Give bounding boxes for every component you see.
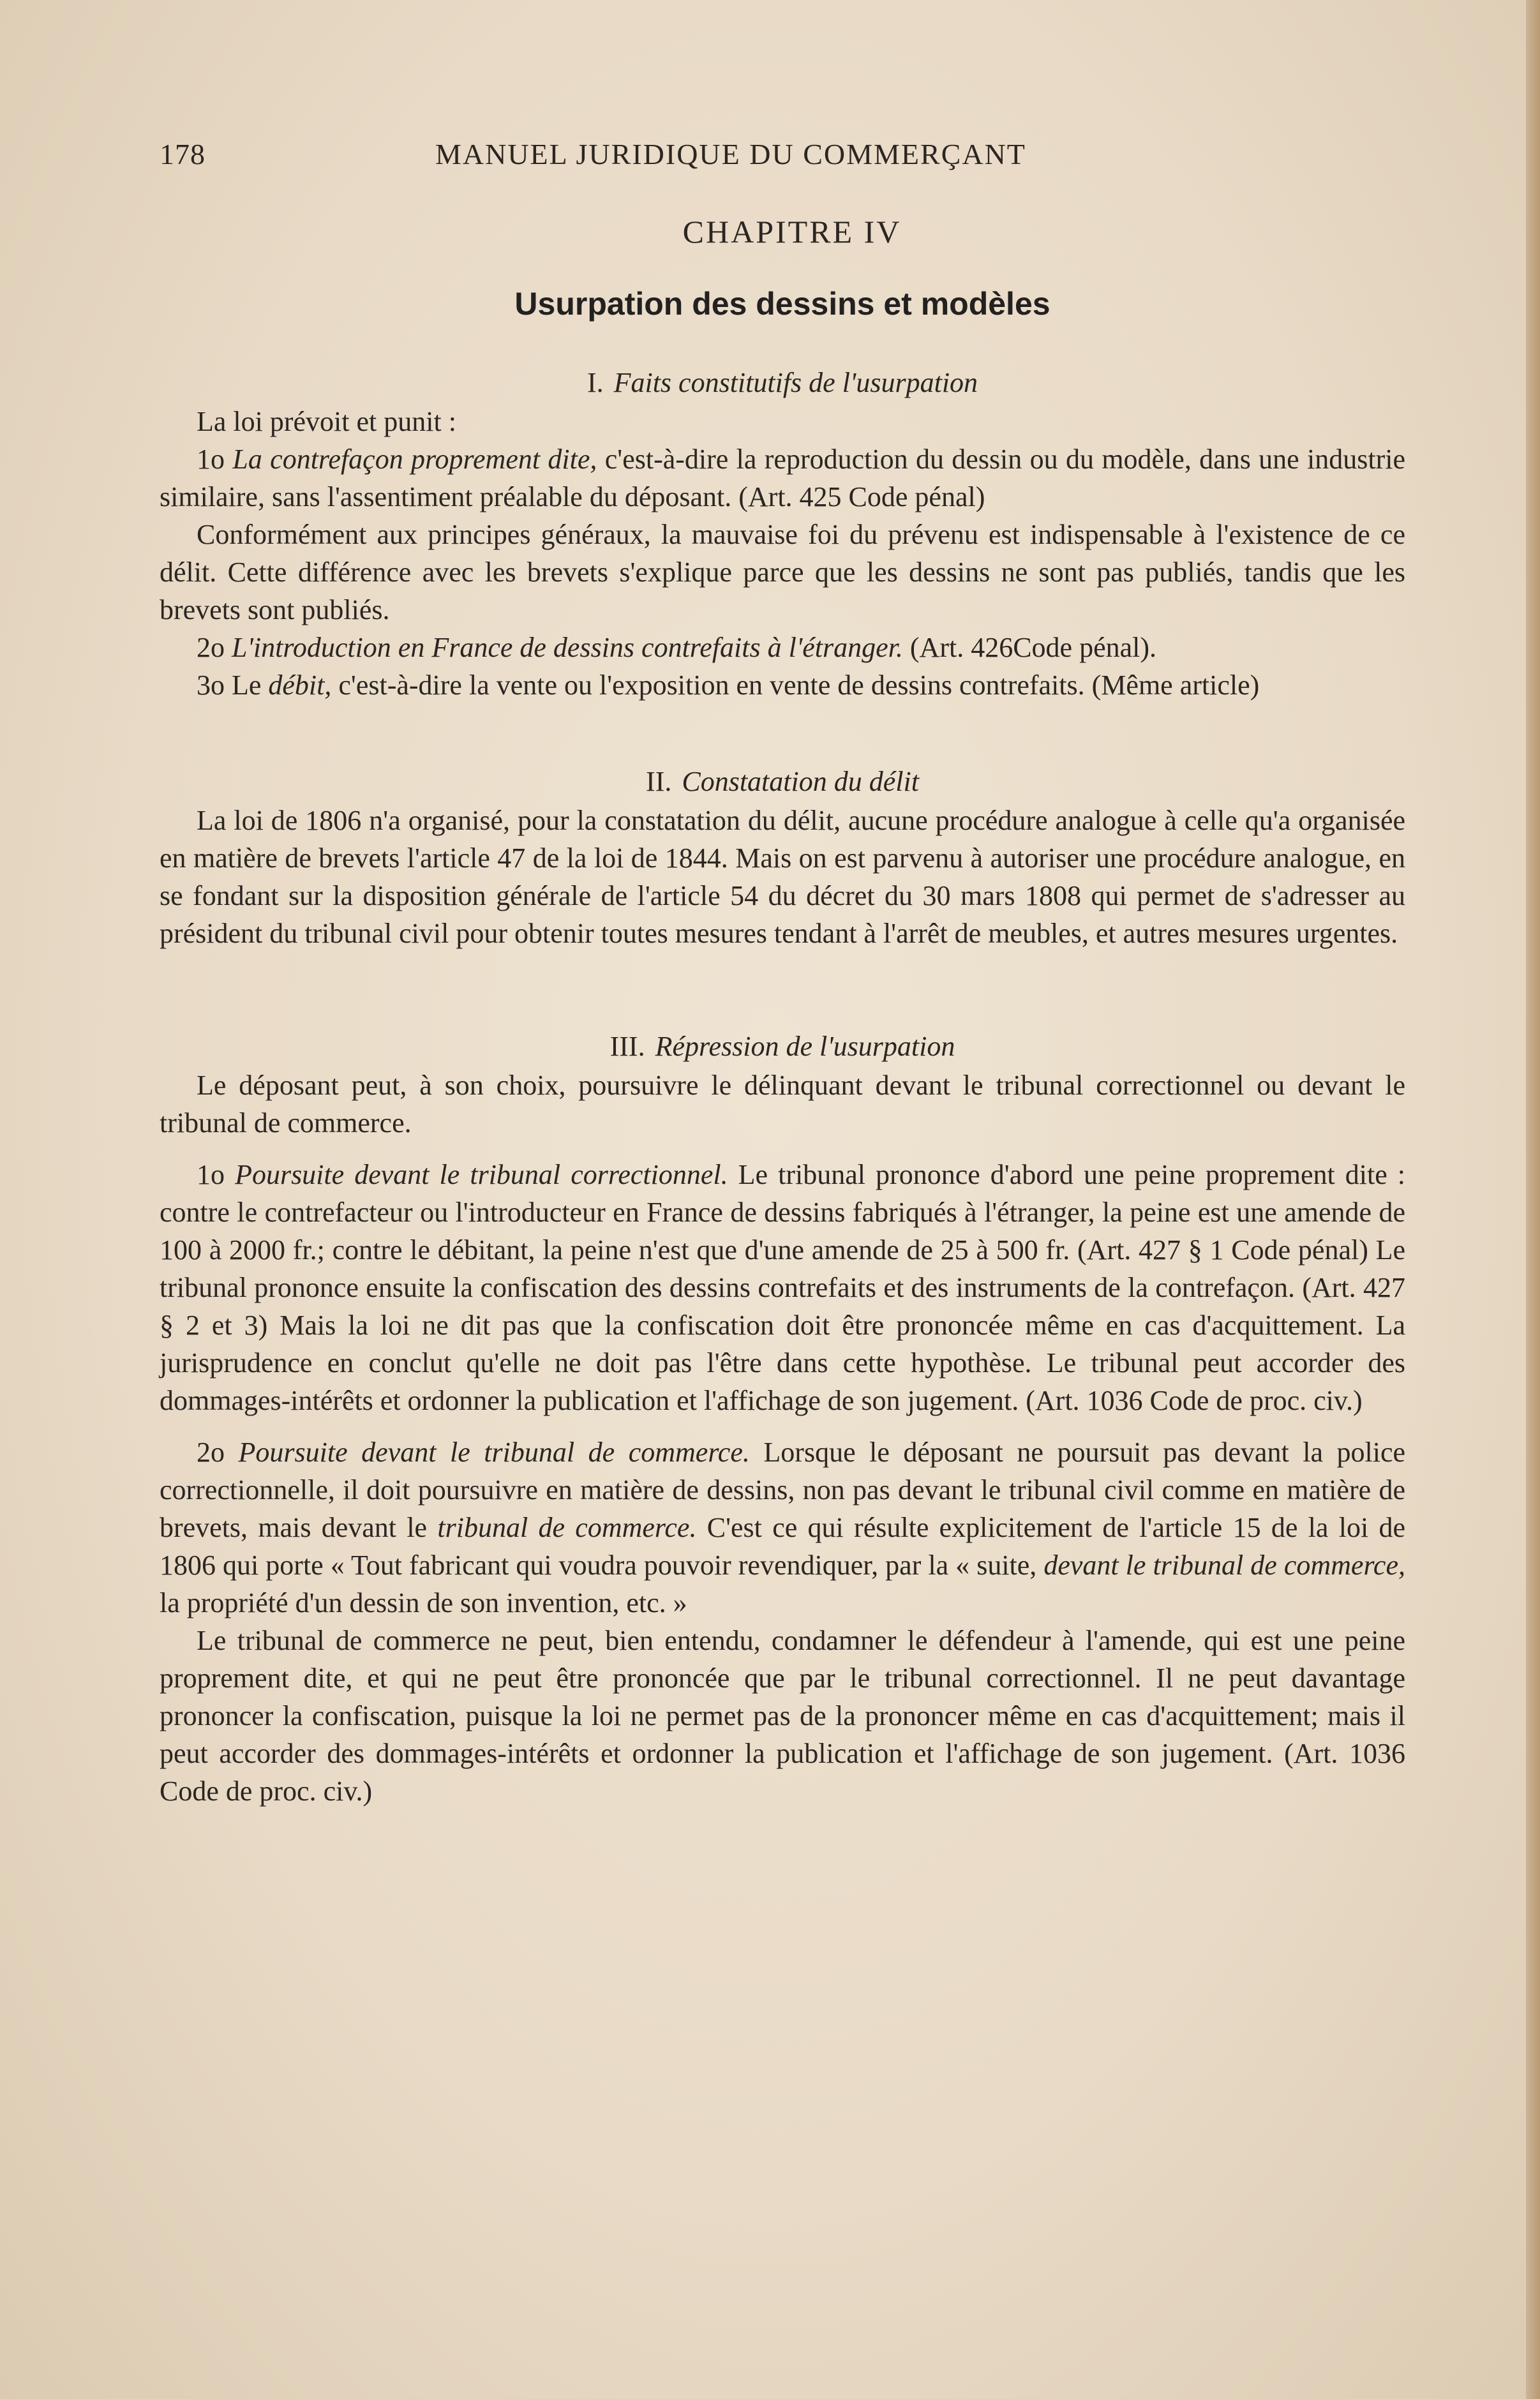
- paragraph: Le tribunal de commerce ne peut, bien entendu, condamner le défendeur à l'amende, qui est une peine proprement dite, et qui ne peut être prononcée que par le tribunal correctionnel. Il ne peut davantage prononcer la confiscation, puisque la loi ne permet pas de la prononcer même en cas d'acquittement; mais il peut accorder des dommages-intérêts et ordonner la publication et l'affichage de son jugement. (Art. 1036 Code de proc. civ.): [160, 1625, 1405, 1807]
- paragraph: [160, 440, 1405, 516]
- text: (Art. 426Code pénal).: [902, 632, 1157, 663]
- emphasis: Poursuite devant le tribunal correctionnel.: [235, 1159, 728, 1190]
- section-number: II.: [646, 766, 672, 797]
- text: Le tribunal prononce d'abord une peine proprement dite : contre le contrefacteur ou l'introducteur en France de dessins fabriqués à l'étranger, la peine est une amende de 100 à 2000 fr.; contre le débitant, la peine n'est que d'une amende de 25 à 500 fr. (Art. 427 § 1 Code pénal) Le tribunal prononce ensuite la confiscation des dessins contrefaits et des instruments de la contrefaçon. (Art. 427 § 2 et 3) Mais la loi ne dit pas que la confiscation doit être prononcée même en cas d'acquittement. La jurisprudence en conclut qu'elle ne doit pas l'être dans cette hypothèse. Le tribunal peut accorder des dommages-intérêts et ordonner la publication et l'affichage de son jugement. (Art. 1036 Code de proc. civ.): [160, 1159, 1406, 1416]
- running-title: MANUEL JURIDIQUE DU COMMERÇANT: [435, 138, 1026, 170]
- item-number: 2o: [197, 632, 225, 663]
- item-number: 2o: [197, 1437, 225, 1468]
- text: c'est-à-dire la reproduction du dessin ou du modèle, dans une industrie similaire, sans l'assentiment préalable du déposant. (Art. 425 Code pénal): [160, 444, 1406, 512]
- section-title: Répression de l'usurpation: [655, 1031, 955, 1062]
- section-heading-3: [160, 1028, 1405, 1065]
- item-number: 1o: [197, 444, 225, 475]
- running-head: [160, 128, 1405, 172]
- text: Le: [232, 669, 269, 701]
- text: Lorsque le déposant ne poursuit pas devant la police correctionnelle, il doit poursuivre en matière de dessins, non pas devant le tribunal civil comme en matière de brevets, mais devant le: [160, 1437, 1406, 1543]
- paragraph: La loi prévoit et punit :: [197, 406, 456, 437]
- paragraph: [160, 1156, 1405, 1419]
- text: C'est ce qui résulte explicitement de l'article 15 de la loi de 1806 qui porte « Tout fabricant qui voudra pouvoir revendiquer, par la « suite,: [160, 1512, 1406, 1581]
- text: la propriété d'un dessin de son invention, etc. »: [160, 1587, 687, 1618]
- emphasis: L'introduction en France de dessins contrefaits à l'étranger.: [232, 632, 903, 663]
- emphasis: tribunal de commerce.: [437, 1512, 697, 1543]
- paragraph: Conformément aux principes généraux, la mauvaise foi du prévenu est indispensable à l'existence de ce délit. Cette différence avec les brevets s'explique parce que les dessins ne sont pas publiés, tandis que les brevets sont publiés.: [160, 519, 1405, 625]
- chapter-title: Usurpation des dessins et modèles: [514, 286, 1050, 322]
- text: c'est-à-dire la vente ou l'exposition en vente de dessins contrefaits. (Même article): [331, 669, 1260, 701]
- item-number: 3o: [197, 669, 225, 701]
- section-number: I.: [587, 367, 604, 398]
- chapter-label: CHAPITRE IV: [682, 214, 902, 250]
- section-title: Constatation du délit: [682, 766, 919, 797]
- paragraph: La loi de 1806 n'a organisé, pour la constatation du délit, aucune procédure analogue à celle qu'a organisée en matière de brevets l'article 47 de la loi de 1844. Mais on est parvenu à autoriser une procédure analogue, en se fondant sur la disposition générale de l'article 54 du décret du 30 mars 1808 qui permet de s'adresser au président du tribunal civil pour obtenir toutes mesures tendant à l'arrêt de meubles, et autres mesures urgentes.: [160, 805, 1405, 949]
- section-number: III.: [609, 1031, 645, 1062]
- section-heading-2: [160, 763, 1405, 800]
- paragraph: [160, 1433, 1405, 1622]
- item-number: 1o: [197, 1159, 225, 1190]
- emphasis: La contrefaçon proprement dite,: [232, 444, 597, 475]
- paragraph: [160, 629, 1405, 666]
- emphasis: devant le tribunal de commerce,: [1043, 1550, 1405, 1581]
- paragraph: [160, 666, 1405, 704]
- page-edge: [1526, 0, 1540, 2399]
- page-number: 178: [160, 138, 206, 170]
- emphasis: Poursuite devant le tribunal de commerce.: [238, 1437, 750, 1468]
- section-title: Faits constitutifs de l'usurpation: [613, 367, 978, 398]
- section-heading-1: [160, 364, 1405, 401]
- emphasis: débit,: [268, 669, 332, 701]
- page-content: [160, 128, 1405, 1810]
- paragraph: Le déposant peut, à son choix, poursuivre le délinquant devant le tribunal correctionnel ou devant le tribunal de commerce.: [160, 1070, 1405, 1139]
